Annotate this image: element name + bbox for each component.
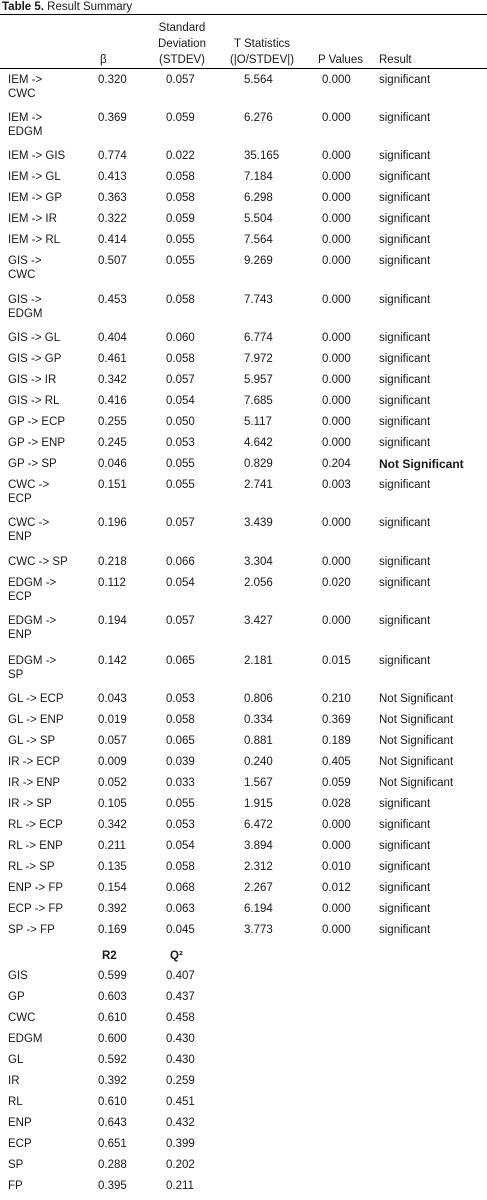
t-statistic-value: 7.743 — [244, 294, 273, 306]
path-label — [8, 516, 86, 544]
path-label-line: IEM -> IR — [8, 213, 57, 225]
beta-value: 0.461 — [98, 353, 127, 365]
t-statistic-value: 5.957 — [244, 374, 273, 386]
r2-value: 0.610 — [98, 1096, 127, 1108]
path-label — [8, 212, 86, 226]
stdev-value: 0.053 — [166, 819, 195, 831]
result-value: significant — [379, 655, 431, 667]
path-label-line: SP — [8, 669, 24, 681]
stdev-value: 0.022 — [166, 150, 195, 162]
path-label-line: GIS -> RL — [8, 395, 60, 407]
result-value: Not Significant — [379, 693, 454, 705]
result-value: significant — [379, 192, 431, 204]
path-label — [8, 149, 86, 163]
path-label — [8, 373, 86, 387]
path-label-line: IR -> SP — [8, 798, 52, 810]
path-label-line: ENP -> FP — [8, 882, 64, 894]
p-value: 0.000 — [322, 171, 351, 183]
p-value: 0.020 — [322, 577, 351, 589]
path-label-line: RL -> SP — [8, 861, 55, 873]
p-value: 0.059 — [322, 777, 351, 789]
result-value: significant — [379, 255, 431, 267]
result-value: significant — [379, 213, 431, 225]
p-value: 0.000 — [322, 192, 351, 204]
t-statistic-value: 0.334 — [244, 714, 273, 726]
r2-value: 0.599 — [98, 970, 127, 982]
stdev-value: 0.057 — [166, 374, 195, 386]
beta-value: 0.019 — [98, 714, 127, 726]
beta-value: 0.142 — [98, 655, 127, 667]
t-statistic-value: 35.165 — [244, 150, 280, 162]
r2-value: 0.592 — [98, 1054, 127, 1066]
header-p-values: P Values — [318, 54, 363, 66]
stdev-value: 0.058 — [166, 192, 195, 204]
beta-value: 0.154 — [98, 882, 127, 894]
p-value: 0.000 — [322, 615, 351, 627]
q2-value: 0.451 — [166, 1096, 195, 1108]
path-label-line: GP -> ECP — [8, 416, 65, 428]
path-label-line: IEM -> — [8, 112, 43, 124]
path-label — [8, 415, 86, 429]
path-label — [8, 254, 86, 282]
beta-value: 0.322 — [98, 213, 127, 225]
path-label-line: GIS -> — [8, 294, 42, 306]
construct-label: SP — [8, 1159, 24, 1171]
p-value: 0.000 — [322, 517, 351, 529]
path-label-line: CWC -> SP — [8, 556, 68, 568]
stdev-value: 0.059 — [166, 213, 195, 225]
path-label — [8, 293, 86, 321]
p-value: 0.369 — [322, 714, 351, 726]
path-label-line: GL -> ENP — [8, 714, 64, 726]
stdev-value: 0.065 — [166, 735, 195, 747]
stdev-value: 0.066 — [166, 556, 195, 568]
path-label — [8, 478, 86, 506]
path-label — [8, 191, 86, 205]
p-value: 0.000 — [322, 294, 351, 306]
stdev-value: 0.055 — [166, 479, 195, 491]
p-value: 0.003 — [322, 479, 351, 491]
p-value: 0.000 — [322, 395, 351, 407]
result-value: significant — [379, 112, 431, 124]
q2-value: 0.458 — [166, 1012, 195, 1024]
result-value: significant — [379, 840, 431, 852]
p-value: 0.012 — [322, 882, 351, 894]
result-value: significant — [379, 171, 431, 183]
beta-value: 0.169 — [98, 924, 127, 936]
result-value: significant — [379, 882, 431, 894]
beta-value: 0.342 — [98, 374, 127, 386]
stdev-value: 0.055 — [166, 458, 195, 470]
t-statistic-value: 4.642 — [244, 437, 273, 449]
t-statistic-value: 6.194 — [244, 903, 273, 915]
beta-value: 0.404 — [98, 332, 127, 344]
p-value: 0.000 — [322, 213, 351, 225]
path-label-line: EDGM — [8, 126, 43, 138]
t-statistic-value: 0.240 — [244, 756, 273, 768]
header-sd-line3: (STDEV) — [159, 54, 205, 66]
r2-value: 0.395 — [98, 1180, 127, 1192]
p-value: 0.015 — [322, 655, 351, 667]
stdev-value: 0.063 — [166, 903, 195, 915]
path-label-line: ECP — [8, 591, 32, 603]
r2-value: 0.610 — [98, 1012, 127, 1024]
path-label-line: RL -> ENP — [8, 840, 63, 852]
header-r2: R2 — [102, 950, 117, 962]
q2-value: 0.432 — [166, 1117, 195, 1129]
q2-value: 0.259 — [166, 1075, 195, 1087]
construct-label: ENP — [8, 1117, 32, 1129]
beta-value: 0.245 — [98, 437, 127, 449]
header-standard-deviation — [150, 20, 214, 68]
t-statistic-value: 2.741 — [244, 479, 273, 491]
beta-value: 0.009 — [98, 756, 127, 768]
t-statistic-value: 6.298 — [244, 192, 273, 204]
path-label — [8, 654, 86, 682]
beta-value: 0.320 — [98, 74, 127, 86]
beta-value: 0.043 — [98, 693, 127, 705]
path-label-line: IR -> ECP — [8, 756, 61, 768]
beta-value: 0.196 — [98, 517, 127, 529]
construct-label: GL — [8, 1054, 24, 1066]
construct-label: CWC — [8, 1012, 36, 1024]
result-value: significant — [379, 150, 431, 162]
stdev-value: 0.060 — [166, 332, 195, 344]
construct-label: GP — [8, 991, 25, 1003]
q2-value: 0.437 — [166, 991, 195, 1003]
t-statistic-value: 2.056 — [244, 577, 273, 589]
path-label-line: GIS -> IR — [8, 374, 57, 386]
result-value: significant — [379, 395, 431, 407]
path-label-line: ECP -> FP — [8, 903, 64, 915]
construct-label: IR — [8, 1075, 20, 1087]
stdev-value: 0.045 — [166, 924, 195, 936]
path-label-line: SP -> FP — [8, 924, 55, 936]
p-value: 0.000 — [322, 416, 351, 428]
q2-value: 0.430 — [166, 1033, 195, 1045]
path-label — [8, 713, 86, 727]
stdev-value: 0.058 — [166, 294, 195, 306]
q2-value: 0.399 — [166, 1138, 195, 1150]
result-value: significant — [379, 615, 431, 627]
stdev-value: 0.059 — [166, 112, 195, 124]
t-statistic-value: 3.427 — [244, 615, 273, 627]
path-label — [8, 555, 86, 569]
path-label-line: GIS -> GP — [8, 353, 62, 365]
beta-value: 0.194 — [98, 615, 127, 627]
t-statistic-value: 5.564 — [244, 74, 273, 86]
r2-value: 0.288 — [98, 1159, 127, 1171]
stdev-value: 0.055 — [166, 255, 195, 267]
t-statistic-value: 6.774 — [244, 332, 273, 344]
stdev-value: 0.055 — [166, 234, 195, 246]
header-t-line1: T Statistics — [233, 38, 291, 50]
r2-value: 0.600 — [98, 1033, 127, 1045]
q2-value: 0.430 — [166, 1054, 195, 1066]
t-statistic-value: 7.685 — [244, 395, 273, 407]
path-label — [8, 881, 86, 895]
t-statistic-value: 2.312 — [244, 861, 273, 873]
result-value: significant — [379, 556, 431, 568]
table-caption — [2, 0, 132, 14]
path-label-line: IEM -> — [8, 74, 43, 86]
construct-label: ECP — [8, 1138, 32, 1150]
stdev-value: 0.033 — [166, 777, 195, 789]
path-label-line: CWC -> — [8, 479, 50, 491]
stdev-value: 0.057 — [166, 74, 195, 86]
result-value: significant — [379, 353, 431, 365]
path-label-line: GL -> SP — [8, 735, 56, 747]
t-statistic-value: 3.773 — [244, 924, 273, 936]
t-statistic-value: 0.881 — [244, 735, 273, 747]
path-label-line: GP -> ENP — [8, 437, 65, 449]
t-statistic-value: 1.915 — [244, 798, 273, 810]
path-label-line: IEM -> GP — [8, 192, 62, 204]
beta-value: 0.774 — [98, 150, 127, 162]
beta-value: 0.453 — [98, 294, 127, 306]
beta-value: 0.363 — [98, 192, 127, 204]
beta-value: 0.046 — [98, 458, 127, 470]
header-beta: β — [100, 54, 107, 66]
beta-value: 0.414 — [98, 234, 127, 246]
path-label-line: CWC — [8, 269, 36, 281]
path-label-line: GIS -> — [8, 255, 42, 267]
path-label — [8, 394, 86, 408]
header-t-statistics — [222, 36, 302, 68]
q2-value: 0.202 — [166, 1159, 195, 1171]
result-value: significant — [379, 294, 431, 306]
beta-value: 0.057 — [98, 735, 127, 747]
result-value: Not Significant — [379, 714, 454, 726]
p-value: 0.000 — [322, 234, 351, 246]
t-statistic-value: 0.806 — [244, 693, 273, 705]
result-value: significant — [379, 861, 431, 873]
path-label-line: IEM -> RL — [8, 234, 61, 246]
p-value: 0.000 — [322, 112, 351, 124]
result-value: significant — [379, 437, 431, 449]
p-value: 0.189 — [322, 735, 351, 747]
r2-value: 0.603 — [98, 991, 127, 1003]
construct-label: FP — [8, 1180, 23, 1192]
path-label-line: EDGM — [8, 308, 43, 320]
result-value: Not Significant — [379, 756, 454, 768]
t-statistic-value: 9.269 — [244, 255, 273, 267]
result-value: significant — [379, 798, 431, 810]
result-value: significant — [379, 577, 431, 589]
stdev-value: 0.054 — [166, 840, 195, 852]
construct-label: EDGM — [8, 1033, 43, 1045]
p-value: 0.000 — [322, 556, 351, 568]
q2-value: 0.407 — [166, 970, 195, 982]
construct-label: GIS — [8, 970, 28, 982]
stdev-value: 0.054 — [166, 577, 195, 589]
path-label — [8, 436, 86, 450]
p-value: 0.000 — [322, 903, 351, 915]
p-value: 0.000 — [322, 353, 351, 365]
stdev-value: 0.058 — [166, 353, 195, 365]
stdev-value: 0.055 — [166, 798, 195, 810]
beta-value: 0.112 — [98, 577, 126, 589]
stdev-value: 0.057 — [166, 517, 195, 529]
path-label — [8, 457, 86, 471]
beta-value: 0.413 — [98, 171, 127, 183]
p-value: 0.000 — [322, 819, 351, 831]
stdev-value: 0.058 — [166, 714, 195, 726]
path-label — [8, 755, 86, 769]
p-value: 0.000 — [322, 924, 351, 936]
path-label-line: GIS -> GL — [8, 332, 61, 344]
beta-value: 0.392 — [98, 903, 127, 915]
stdev-value: 0.050 — [166, 416, 195, 428]
result-value: significant — [379, 903, 431, 915]
t-statistic-value: 7.972 — [244, 353, 273, 365]
path-label — [8, 902, 86, 916]
p-value: 0.000 — [322, 332, 351, 344]
t-statistic-value: 1.567 — [244, 777, 273, 789]
t-statistic-value: 7.564 — [244, 234, 273, 246]
result-value: significant — [379, 74, 431, 86]
header-sd-line2: Deviation — [158, 38, 206, 50]
path-label — [8, 111, 86, 139]
beta-value: 0.151 — [98, 479, 127, 491]
path-label — [8, 331, 86, 345]
p-value: 0.028 — [322, 798, 351, 810]
p-value: 0.010 — [322, 861, 351, 873]
t-statistic-value: 0.829 — [244, 458, 273, 470]
r2-value: 0.392 — [98, 1075, 127, 1087]
path-label — [8, 576, 86, 604]
beta-value: 0.369 — [98, 112, 127, 124]
p-value: 0.405 — [322, 756, 351, 768]
result-value: Not Significant — [379, 777, 454, 789]
stdev-value: 0.068 — [166, 882, 195, 894]
r2-value: 0.643 — [98, 1117, 127, 1129]
r2-value: 0.651 — [98, 1138, 127, 1150]
path-label-line: ENP — [8, 531, 32, 543]
beta-value: 0.416 — [98, 395, 127, 407]
path-label — [8, 170, 86, 184]
stdev-value: 0.039 — [166, 756, 195, 768]
path-label-line: EDGM -> — [8, 655, 57, 667]
stdev-value: 0.054 — [166, 395, 195, 407]
p-value: 0.000 — [322, 255, 351, 267]
path-label-line: IEM -> GIS — [8, 150, 66, 162]
p-value: 0.000 — [322, 150, 351, 162]
beta-value: 0.218 — [98, 556, 127, 568]
path-label-line: EDGM -> — [8, 577, 57, 589]
t-statistic-value: 3.304 — [244, 556, 273, 568]
p-value: 0.000 — [322, 437, 351, 449]
result-value: significant — [379, 479, 431, 491]
p-value: 0.210 — [322, 693, 351, 705]
stdev-value: 0.053 — [166, 437, 195, 449]
path-label — [8, 692, 86, 706]
path-label — [8, 614, 86, 642]
stdev-value: 0.057 — [166, 615, 195, 627]
path-label — [8, 818, 86, 832]
path-label-line: EDGM -> — [8, 615, 57, 627]
t-statistic-value: 6.472 — [244, 819, 273, 831]
path-label-line: RL -> ECP — [8, 819, 63, 831]
result-value: significant — [379, 416, 431, 428]
caption-title: Result Summary — [47, 1, 133, 13]
t-statistic-value: 2.267 — [244, 882, 273, 894]
t-statistic-value: 5.117 — [244, 416, 272, 428]
stdev-value: 0.065 — [166, 655, 195, 667]
t-statistic-value: 2.181 — [244, 655, 273, 667]
result-value: significant — [379, 332, 431, 344]
header-sd-line1: Standard — [158, 22, 206, 34]
path-label — [8, 776, 86, 790]
q2-value: 0.211 — [166, 1180, 194, 1192]
path-label-line: CWC -> — [8, 517, 50, 529]
beta-value: 0.342 — [98, 819, 127, 831]
stdev-value: 0.058 — [166, 171, 195, 183]
result-value: significant — [379, 234, 431, 246]
path-label — [8, 734, 86, 748]
caption-label: Table 5. — [2, 1, 44, 13]
path-label — [8, 233, 86, 247]
header-t-line2: (|O/STDEV|) — [229, 54, 295, 66]
path-label-line: CWC — [8, 88, 36, 100]
beta-value: 0.135 — [98, 861, 127, 873]
t-statistic-value: 6.276 — [244, 112, 273, 124]
t-statistic-value: 7.184 — [244, 171, 273, 183]
header-q2: Q² — [170, 950, 183, 962]
result-value: Not Significant — [379, 735, 454, 747]
stdev-value: 0.053 — [166, 693, 195, 705]
beta-value: 0.211 — [98, 840, 126, 852]
p-value: 0.000 — [322, 74, 351, 86]
path-label-line: ECP — [8, 493, 32, 505]
result-value: significant — [379, 924, 431, 936]
path-label — [8, 797, 86, 811]
header-result: Result — [379, 54, 412, 66]
result-value: significant — [379, 374, 431, 386]
stdev-value: 0.058 — [166, 861, 195, 873]
construct-label: RL — [8, 1096, 23, 1108]
path-label — [8, 839, 86, 853]
path-label — [8, 352, 86, 366]
path-label-line: GL -> ECP — [8, 693, 64, 705]
path-label — [8, 73, 86, 101]
beta-value: 0.052 — [98, 777, 127, 789]
result-value: Not Significant — [379, 457, 464, 471]
p-value: 0.000 — [322, 374, 351, 386]
path-label-line: IEM -> GL — [8, 171, 61, 183]
t-statistic-value: 5.504 — [244, 213, 273, 225]
top-rule — [0, 14, 487, 15]
header-rule — [0, 68, 487, 69]
p-value: 0.000 — [322, 840, 351, 852]
path-label-line: IR -> ENP — [8, 777, 61, 789]
result-value: significant — [379, 517, 431, 529]
beta-value: 0.105 — [98, 798, 127, 810]
path-label-line: ENP — [8, 629, 32, 641]
path-label — [8, 860, 86, 874]
p-value: 0.204 — [322, 458, 351, 470]
result-value: significant — [379, 819, 431, 831]
t-statistic-value: 3.439 — [244, 517, 273, 529]
beta-value: 0.507 — [98, 255, 127, 267]
path-label — [8, 923, 86, 937]
t-statistic-value: 3.894 — [244, 840, 273, 852]
path-label-line: GP -> SP — [8, 458, 57, 470]
beta-value: 0.255 — [98, 416, 127, 428]
